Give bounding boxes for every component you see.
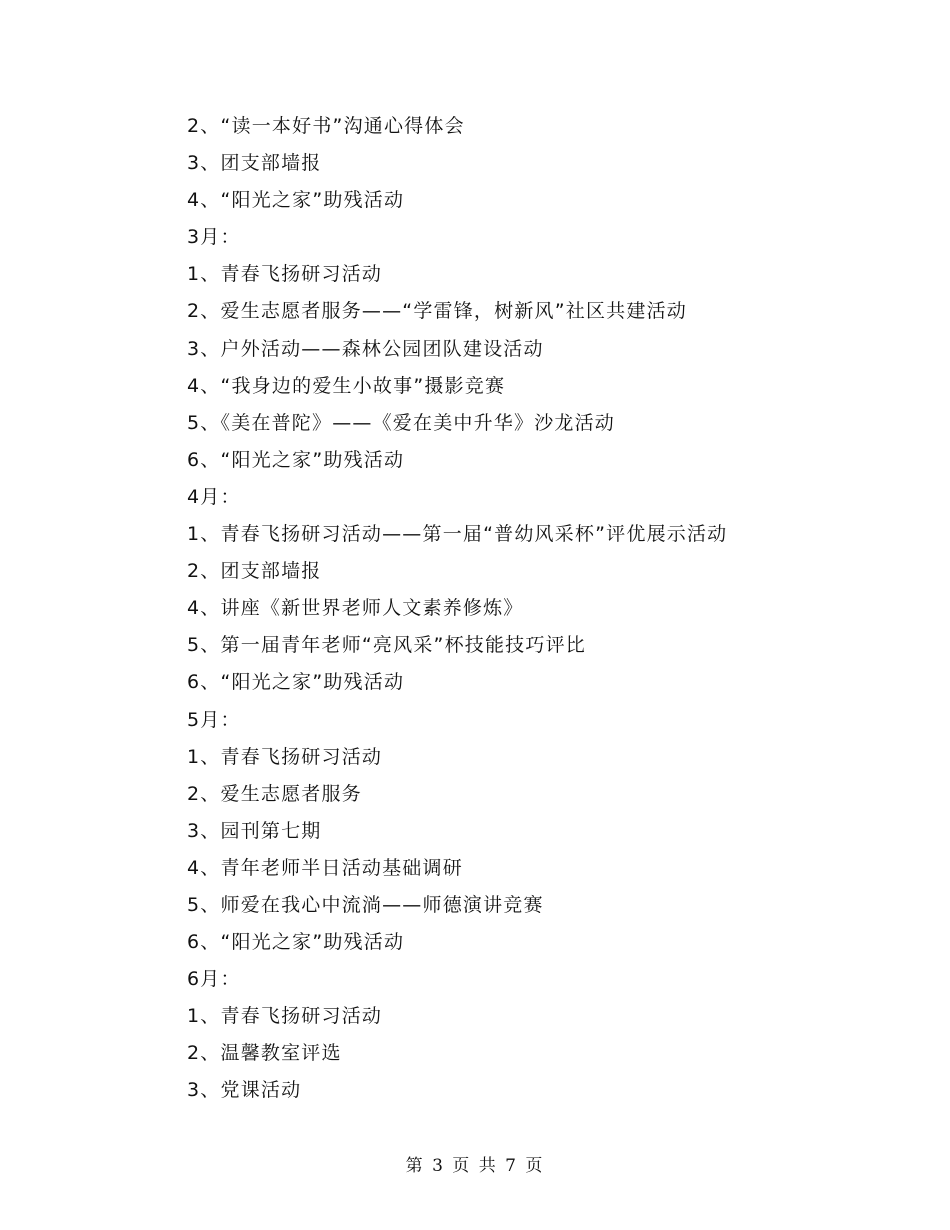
text-line: 4、“阳光之家”助残活动 xyxy=(187,189,405,212)
text-line: 6、“阳光之家”助残活动 xyxy=(187,931,405,954)
month-heading: 4月： xyxy=(187,485,241,508)
text-line: 1、青春飞扬研习活动——第一届“普幼风采杯”评优展示活动 xyxy=(187,523,728,546)
text-line: 6、“阳光之家”助残活动 xyxy=(187,671,405,694)
page-number-footer: 第 3 页 共 7 页 xyxy=(405,1156,545,1176)
text-line: 5、第一届青年老师“亮风采”杯技能技巧评比 xyxy=(187,634,586,657)
text-line: 5、《美在普陀》——《爱在美中升华》沙龙活动 xyxy=(187,411,615,434)
text-line: 4、青年老师半日活动基础调研 xyxy=(187,856,463,879)
text-line: 2、温馨教室评选 xyxy=(187,1042,342,1065)
text-line: 3、户外活动——森林公园团队建设活动 xyxy=(187,337,544,360)
month-heading: 6月： xyxy=(187,968,241,991)
text-line: 3、党课活动 xyxy=(187,1079,302,1102)
month-heading: 3月： xyxy=(187,226,241,249)
text-line: 2、团支部墙报 xyxy=(187,560,322,583)
text-line: 1、青春飞扬研习活动 xyxy=(187,745,383,768)
text-line: 4、讲座《新世界老师人文素养修炼》 xyxy=(187,597,524,620)
text-line: 1、青春飞扬研习活动 xyxy=(187,1005,383,1028)
text-line: 1、青春飞扬研习活动 xyxy=(187,263,383,286)
text-line: 4、“我身边的爱生小故事”摄影竞赛 xyxy=(187,374,506,397)
text-line: 2、“读一本好书”沟通心得体会 xyxy=(187,115,465,137)
text-line: 6、“阳光之家”助残活动 xyxy=(187,448,405,471)
text-line: 2、爱生志愿者服务——“学雷锋，树新风”社区共建活动 xyxy=(187,300,687,323)
document-body xyxy=(187,108,887,1110)
text-line: 5、师爱在我心中流淌——师德演讲竞赛 xyxy=(187,893,544,916)
month-heading: 5月： xyxy=(187,708,241,731)
text-line: 3、园刊第七期 xyxy=(187,819,322,842)
text-line: 2、爱生志愿者服务 xyxy=(187,782,362,805)
text-line: 3、团支部墙报 xyxy=(187,152,322,175)
